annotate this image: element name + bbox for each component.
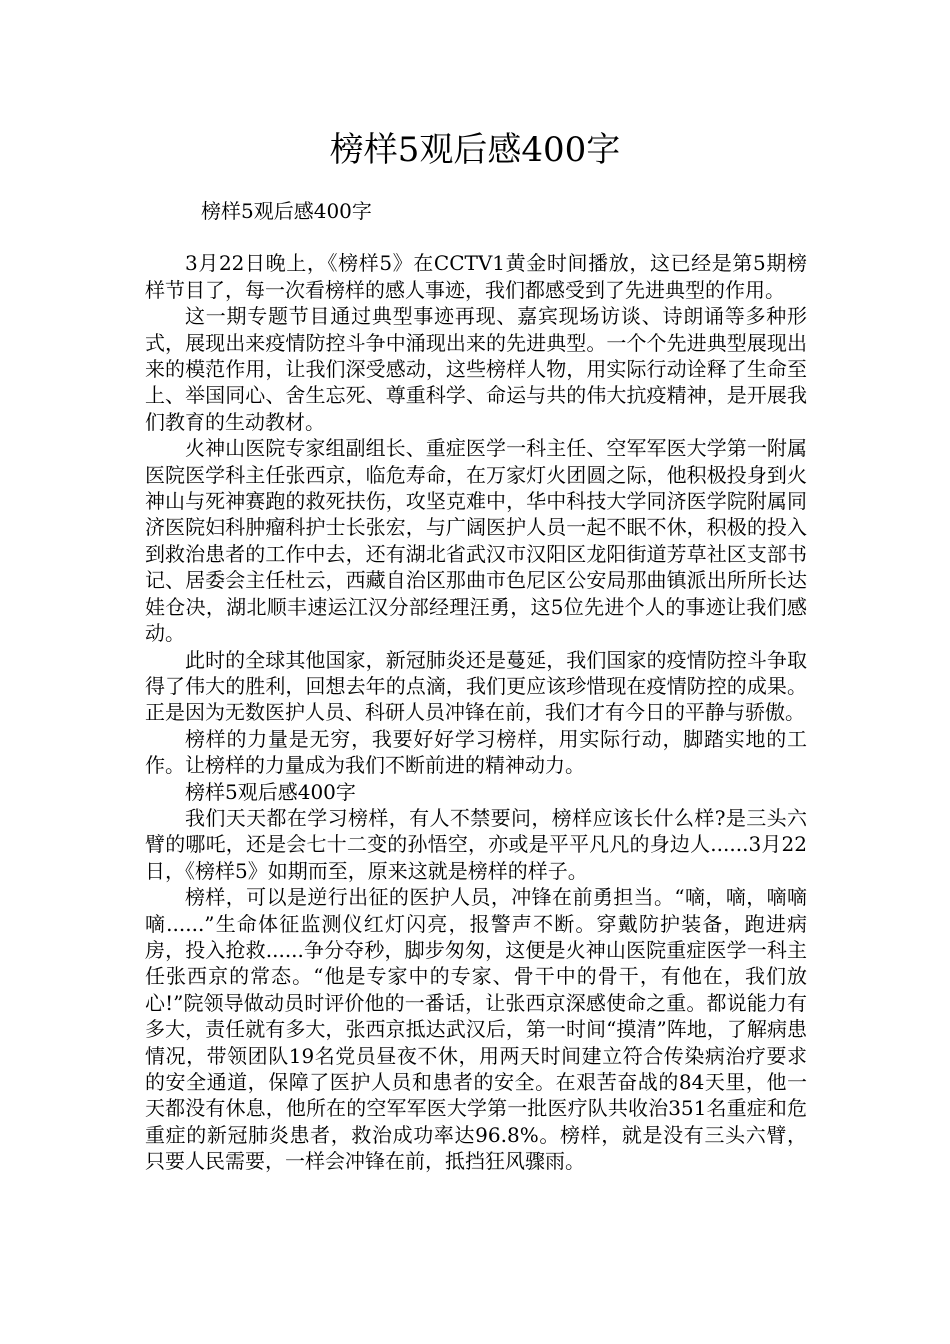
paragraph: 3月22日晚上，《榜样5》在CCTV1黄金时间播放，这已经是第5期榜样节目了，每一次看榜样的感人事迹，我们都感受到了先进典型的作用。: [145, 251, 807, 302]
paragraph: 火神山医院专家组副组长、重症医学一科主任、空军军医大学第一附属医院医学科主任张西京，临危寿命，在万家灯火团圆之际，他积极投身到火神山与死神赛跑的救死扶伤，攻坚克难中，华中科技大学同济医学院附属同济医院妇科肿瘤科护士长张宏，与广阔医护人员一起不眠不休，积极的投入到救治患者的工作中去，还有湖北省武汉市汉阳区龙阳街道芳草社区支部书记、居委会主任杜云，西藏自治区那曲市色尼区公安局那曲镇派出所所长达娃仓决，湖北顺丰速运江汉分部经理汪勇，这5位先进个人的事迹让我们感动。: [145, 436, 807, 646]
paragraph: 榜样的力量是无穷，我要好好学习榜样，用实际行动，脚踏实地的工作。让榜样的力量成为我们不断前进的精神动力。: [145, 726, 807, 778]
paragraph: 此时的全球其他国家，新冠肺炎还是蔓延，我们国家的疫情防控斗争取得了伟大的胜利，回想去年的点滴，我们更应该珍惜现在疫情防控的成果。正是因为无数医护人员、科研人员冲锋在前，我们才有今日的平静与骄傲。: [145, 647, 807, 725]
paragraph: 我们天天都在学习榜样，有人不禁要问，榜样应该长什么样?是三头六臂的哪吒，还是会七十二变的孙悟空，亦或是平平凡凡的身边人......3月22日，《榜样5》如期而至，原来这就是榜样的样子。: [145, 805, 807, 883]
document-body: [145, 198, 807, 1175]
paragraph: 榜样，可以是逆行出征的医护人员，冲锋在前勇担当。“嘀，嘀，嘀嘀嘀......”生命体征监测仪红灯闪亮，报警声不断。穿戴防护装备，跑进病房，投入抢救......争分夺秒，脚步匆匆，这便是火神山医院重症医学一科主任张西京的常态。“他是专家中的专家、骨干中的骨干，有他在，我们放心!”院领导做动员时评价他的一番话，让张西京深感使命之重。都说能力有多大，责任就有多大，张西京抵达武汉后，第一时间“摸清”阵地，了解病患情况，带领团队19名党员昼夜不休，用两天时间建立符合传染病治疗要求的安全通道，保障了医护人员和患者的安全。在艰苦奋战的84天里，他一天都没有休息，他所在的空军军医大学第一批医疗队共收治351名重症和危重症的新冠肺炎患者，救治成功率达96.8%。榜样，就是没有三头六臂，只要人民需要，一样会冲锋在前，抵挡狂风骤雨。: [145, 885, 807, 1174]
document-title: 榜样5观后感400字: [329, 130, 621, 170]
section-heading-1: 榜样5观后感400字: [201, 199, 372, 223]
paragraph: 这一期专题节目通过典型事迹再现、嘉宾现场访谈、诗朗诵等多种形式，展现出来疫情防控斗争中涌现出来的先进典型。一个个先进典型展现出来的模范作用，让我们深受感动，这些榜样人物，用实际行动诠释了生命至上、举国同心、舍生忘死、尊重科学、命运与共的伟大抗疫精神，是开展我们教育的生动教材。: [145, 304, 807, 434]
section-heading-2: 榜样5观后感400字: [185, 779, 356, 804]
